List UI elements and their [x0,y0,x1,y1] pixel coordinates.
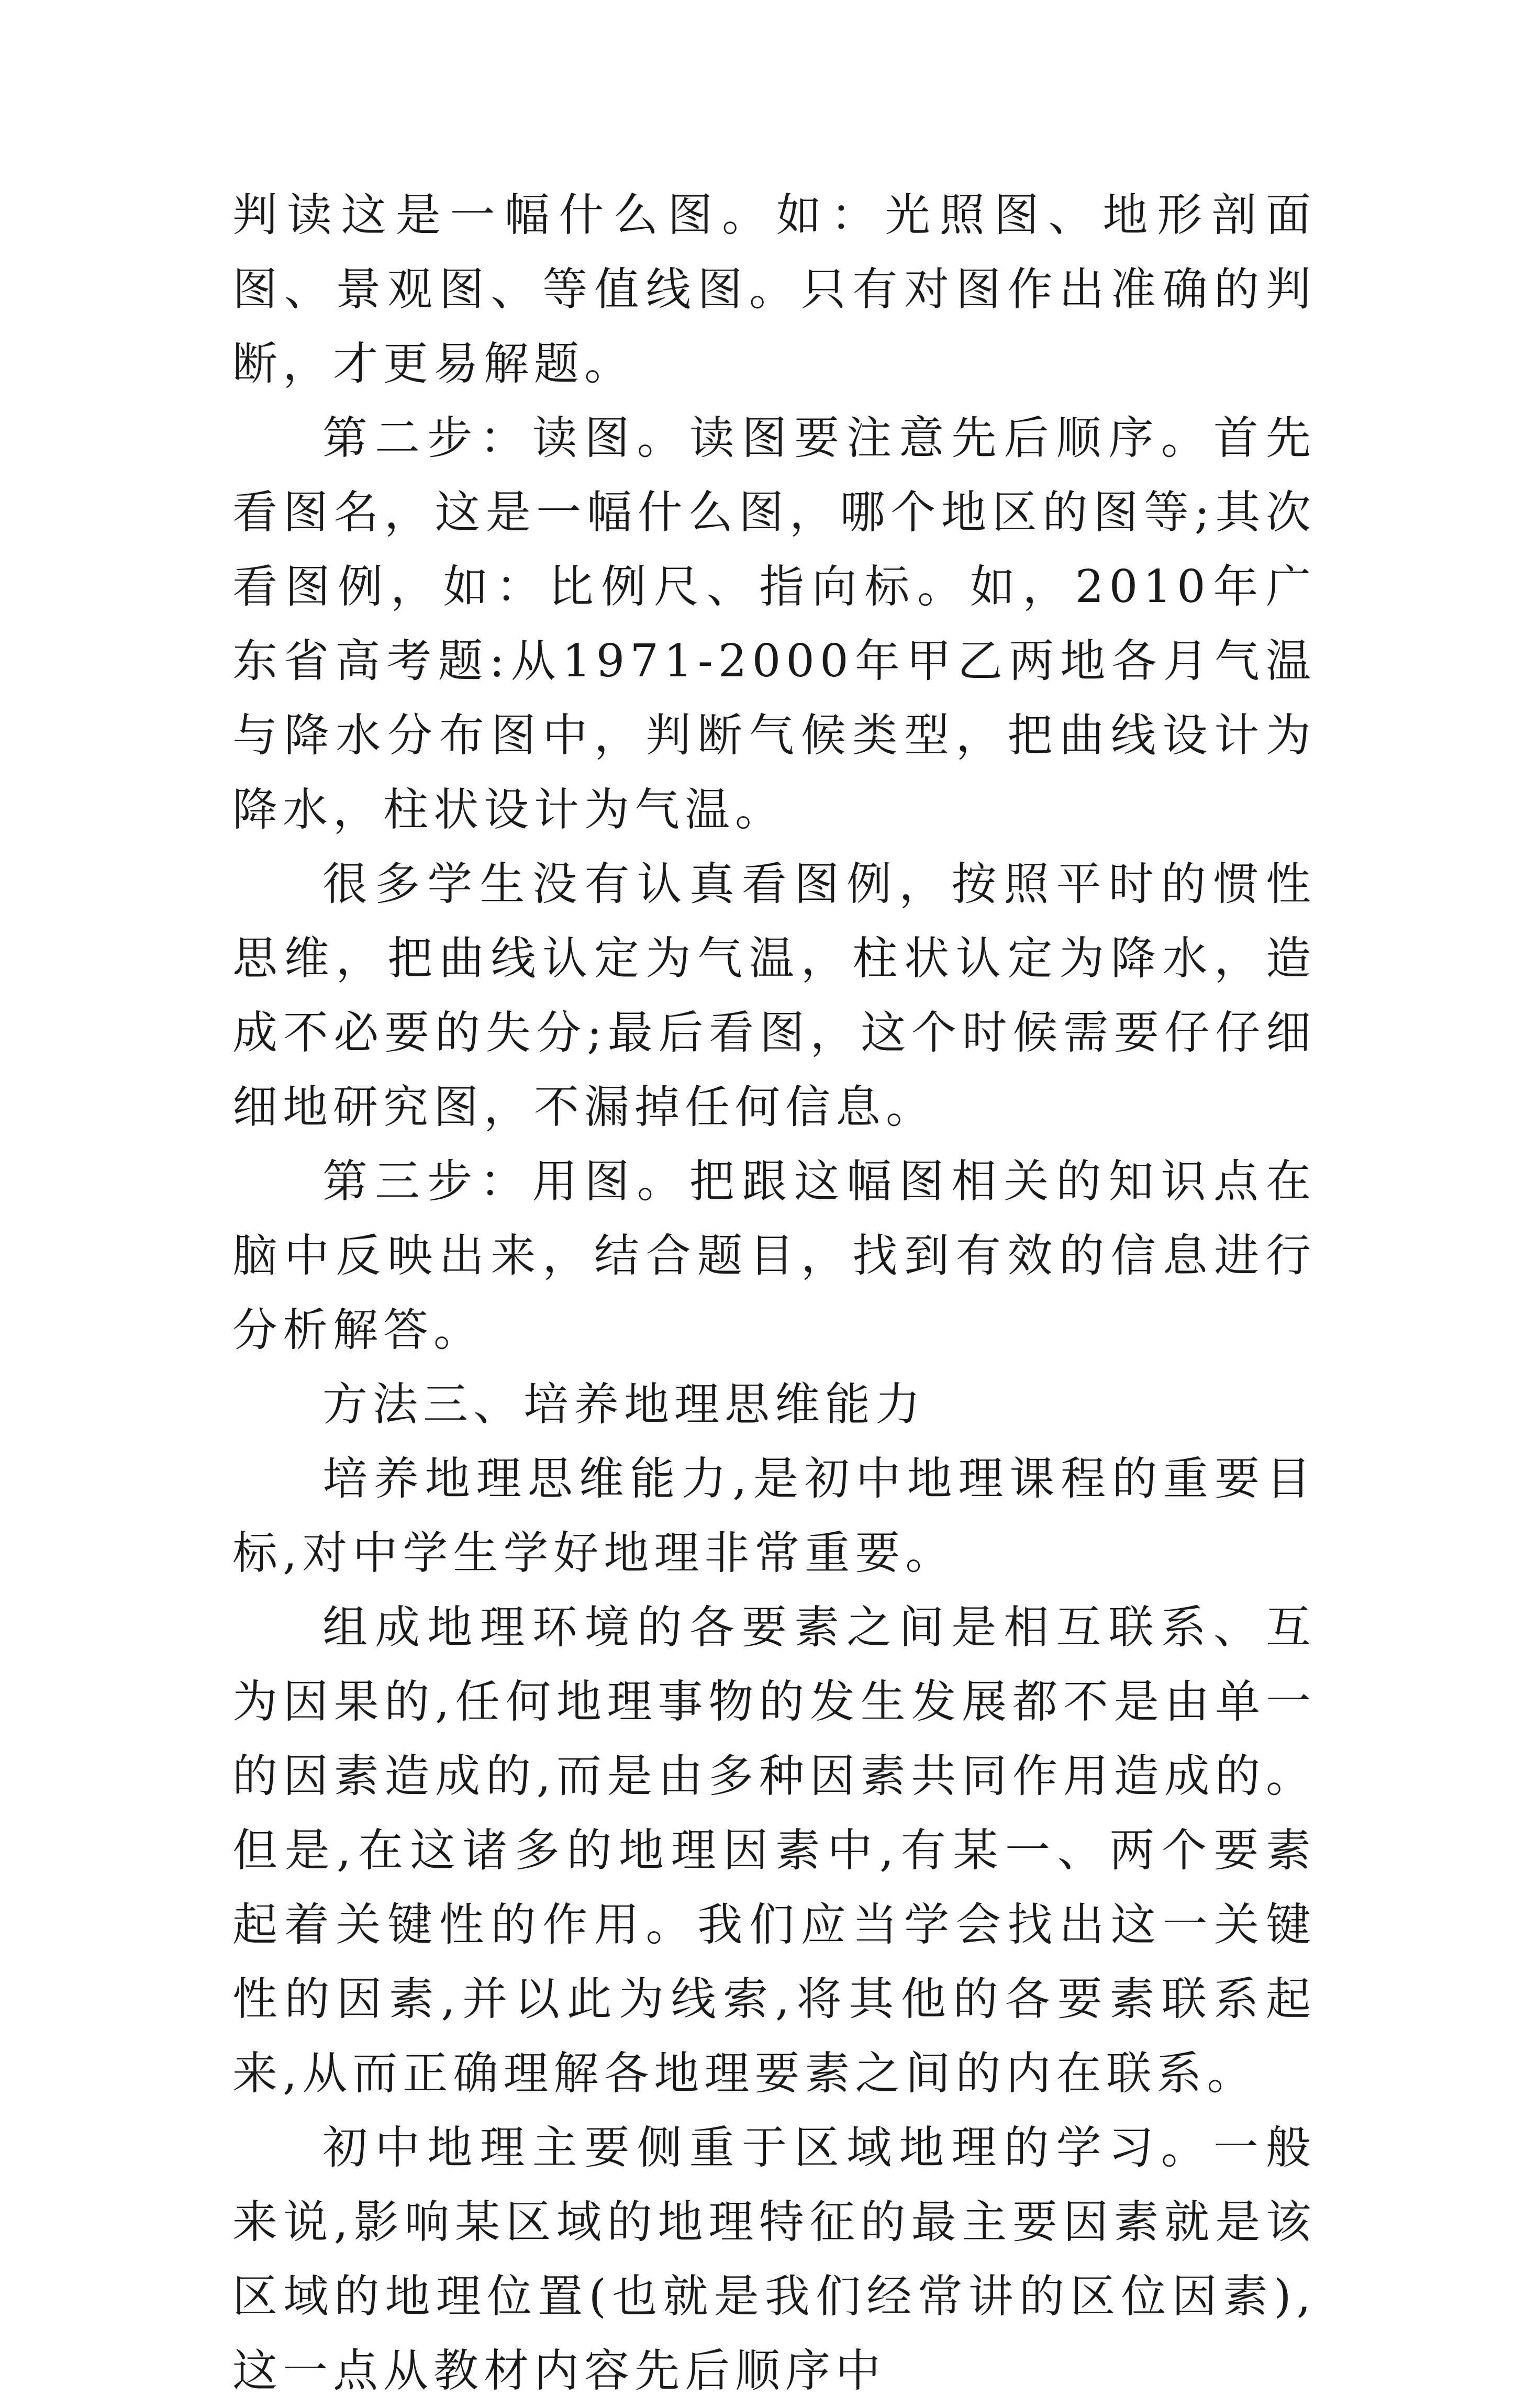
paragraph-2: 第二步：读图。读图要注意先后顺序。首先看图名，这是一幅什么图，哪个地区的图等;其次看图例，如：比例尺、指向标。如，2010年广东省高考题:从1971-2000年甲乙两地各月气温与降水分布图中，判断气候类型，把曲线设计为降水，柱状设计为气温。 [232,412,1316,836]
paragraph-5: 培养地理思维能力,是初中地理课程的重要目标,对中学生学好地理非常重要。 [232,1453,1316,1579]
section-heading: 方法三、培养地理思维能力 [322,1378,926,1431]
paragraph-3: 很多学生没有认真看图例，按照平时的惯性思维，把曲线认定为气温，柱状认定为降水，造成不必要的失分;最后看图，这个时候需要仔仔细细地研究图，不漏掉任何信息。 [232,858,1316,1133]
paragraph-6: 组成地理环境的各要素之间是相互联系、互为因果的,任何地理事物的发生发展都不是由单一的因素造成的,而是由多种因素共同作用造成的。但是,在这诸多的地理因素中,有某一、两个要素起着关键性的作用。我们应当学会找出这一关键性的因素,并以此为线索,将其他的各要素联系起来,从而正确理解各地理要素之间的内在联系。 [232,1601,1316,2100]
document-body [232,178,1316,2408]
paragraph-1: 判读这是一幅什么图。如：光照图、地形剖面图、景观图、等值线图。只有对图作出准确的判断，才更易解题。 [232,189,1316,390]
paragraph-7: 初中地理主要侧重于区域地理的学习。一般来说,影响某区域的地理特征的最主要因素就是该区域的地理位置(也就是我们经常讲的区位因素),这一点从教材内容先后顺序中 [232,2122,1316,2397]
paragraph-4: 第三步：用图。把跟这幅图相关的知识点在脑中反映出来，结合题目，找到有效的信息进行分析解答。 [232,1155,1316,1356]
